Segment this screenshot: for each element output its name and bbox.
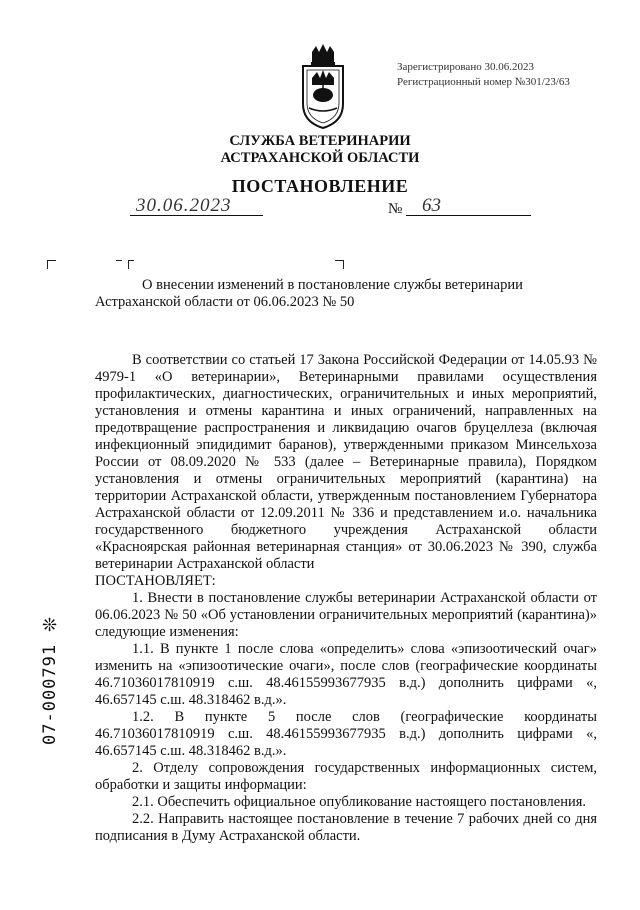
organization-line-2: АСТРАХАНСКОЙ ОБЛАСТИ [220,150,420,166]
date-handwritten: 30.06.2023 [136,195,232,216]
item-2-1: 2.1. Обеспечить официальное опубликование настоящего постановления. [132,794,587,810]
item-1: 1. Внести в постановление службы ветеринарии Астраханской области от 06.06.2023 № 50 «Об установлении ограничительных мероприятий (карантина)» следующие изменения: [95,590,597,640]
registration-number: Регистрационный номер №301/23/63 [397,76,570,88]
number-label: № [388,201,403,217]
organization-name [180,133,460,167]
corner-mark-left [47,260,56,269]
item-2-2: 2.2. Направить настоящее постановление в течение 7 рабочих дней со дня подписания в Думу Астраханской области. [95,811,597,844]
corner-mark-right [335,260,344,269]
coat-of-arms-icon [298,42,348,130]
number-handwritten: 63 [422,195,441,216]
resolves-heading: ПОСТАНОВЛЯЕТ: [95,573,216,589]
side-registration-code: 07-000791 [40,643,60,745]
document-subject: О внесении изменений в постановление службы ветеринарии Астраханской области от 06.06.2023 № 50 [95,277,523,310]
document-type: ПОСТАНОВЛЕНИЕ [231,176,409,196]
registration-date: Зарегистрировано 30.06.2023 [397,61,534,73]
item-2: 2. Отделу сопровождения государственных информационных систем, обработки и защиты информации: [95,760,597,793]
item-1-2: 1.2. В пункте 5 после слов (географические координаты 46.71036017810919 с.ш. 48.46155993677935 в.д.) дополнить цифрами «, 46.657145 с.ш. 48.318462 в.д.». [95,709,597,759]
registration-stamp [397,60,570,90]
item-1-1: 1.1. В пункте 1 после слова «определить» слова «эпизоотический очаг» изменить на «эпизоотические очаги», после слов (географические координаты 46.71036017810919 с.ш. 48.46155993677935 в.д.) дополнить цифрами «, 46.657145 с.ш. 48.318462 в.д.». [95,641,597,708]
corner-mark-middle [116,260,122,269]
document-body [95,352,597,845]
side-mark-icon: ❊ [42,615,58,635]
corner-mark-middle-2 [128,260,134,269]
organization-line-1: СЛУЖБА ВЕТЕРИНАРИИ [229,133,411,149]
preamble-paragraph: В соответствии со статьей 17 Закона Российской Федерации от 14.05.93 № 4979-1 «О ветеринарии», Ветеринарными правилами осуществления профилактических, диагностических, ограничительных и иных мероприятий, установления и отмены карантина и иных ограничений, направленных на предотвращение распространения и ликвидацию очагов бруцеллеза (включая инфекционный эпидидимит баранов), утвержденными приказом Минсельхоза России от 08.09.2020 № 533 (далее – Ветеринарные правила), Порядком установления и отмены ограничительных мероприятий (карантина) на территории Астраханской области, утвержденным постановлением Губернатора Астраханской области от 12.09.2011 № 336 и представлением и.о. начальника государственного бюджетного учреждения Астраханской области «Красноярская районная ветеринарная станция» от 30.06.2023 № 390, служба ветеринарии Астраханской области [95,352,597,572]
